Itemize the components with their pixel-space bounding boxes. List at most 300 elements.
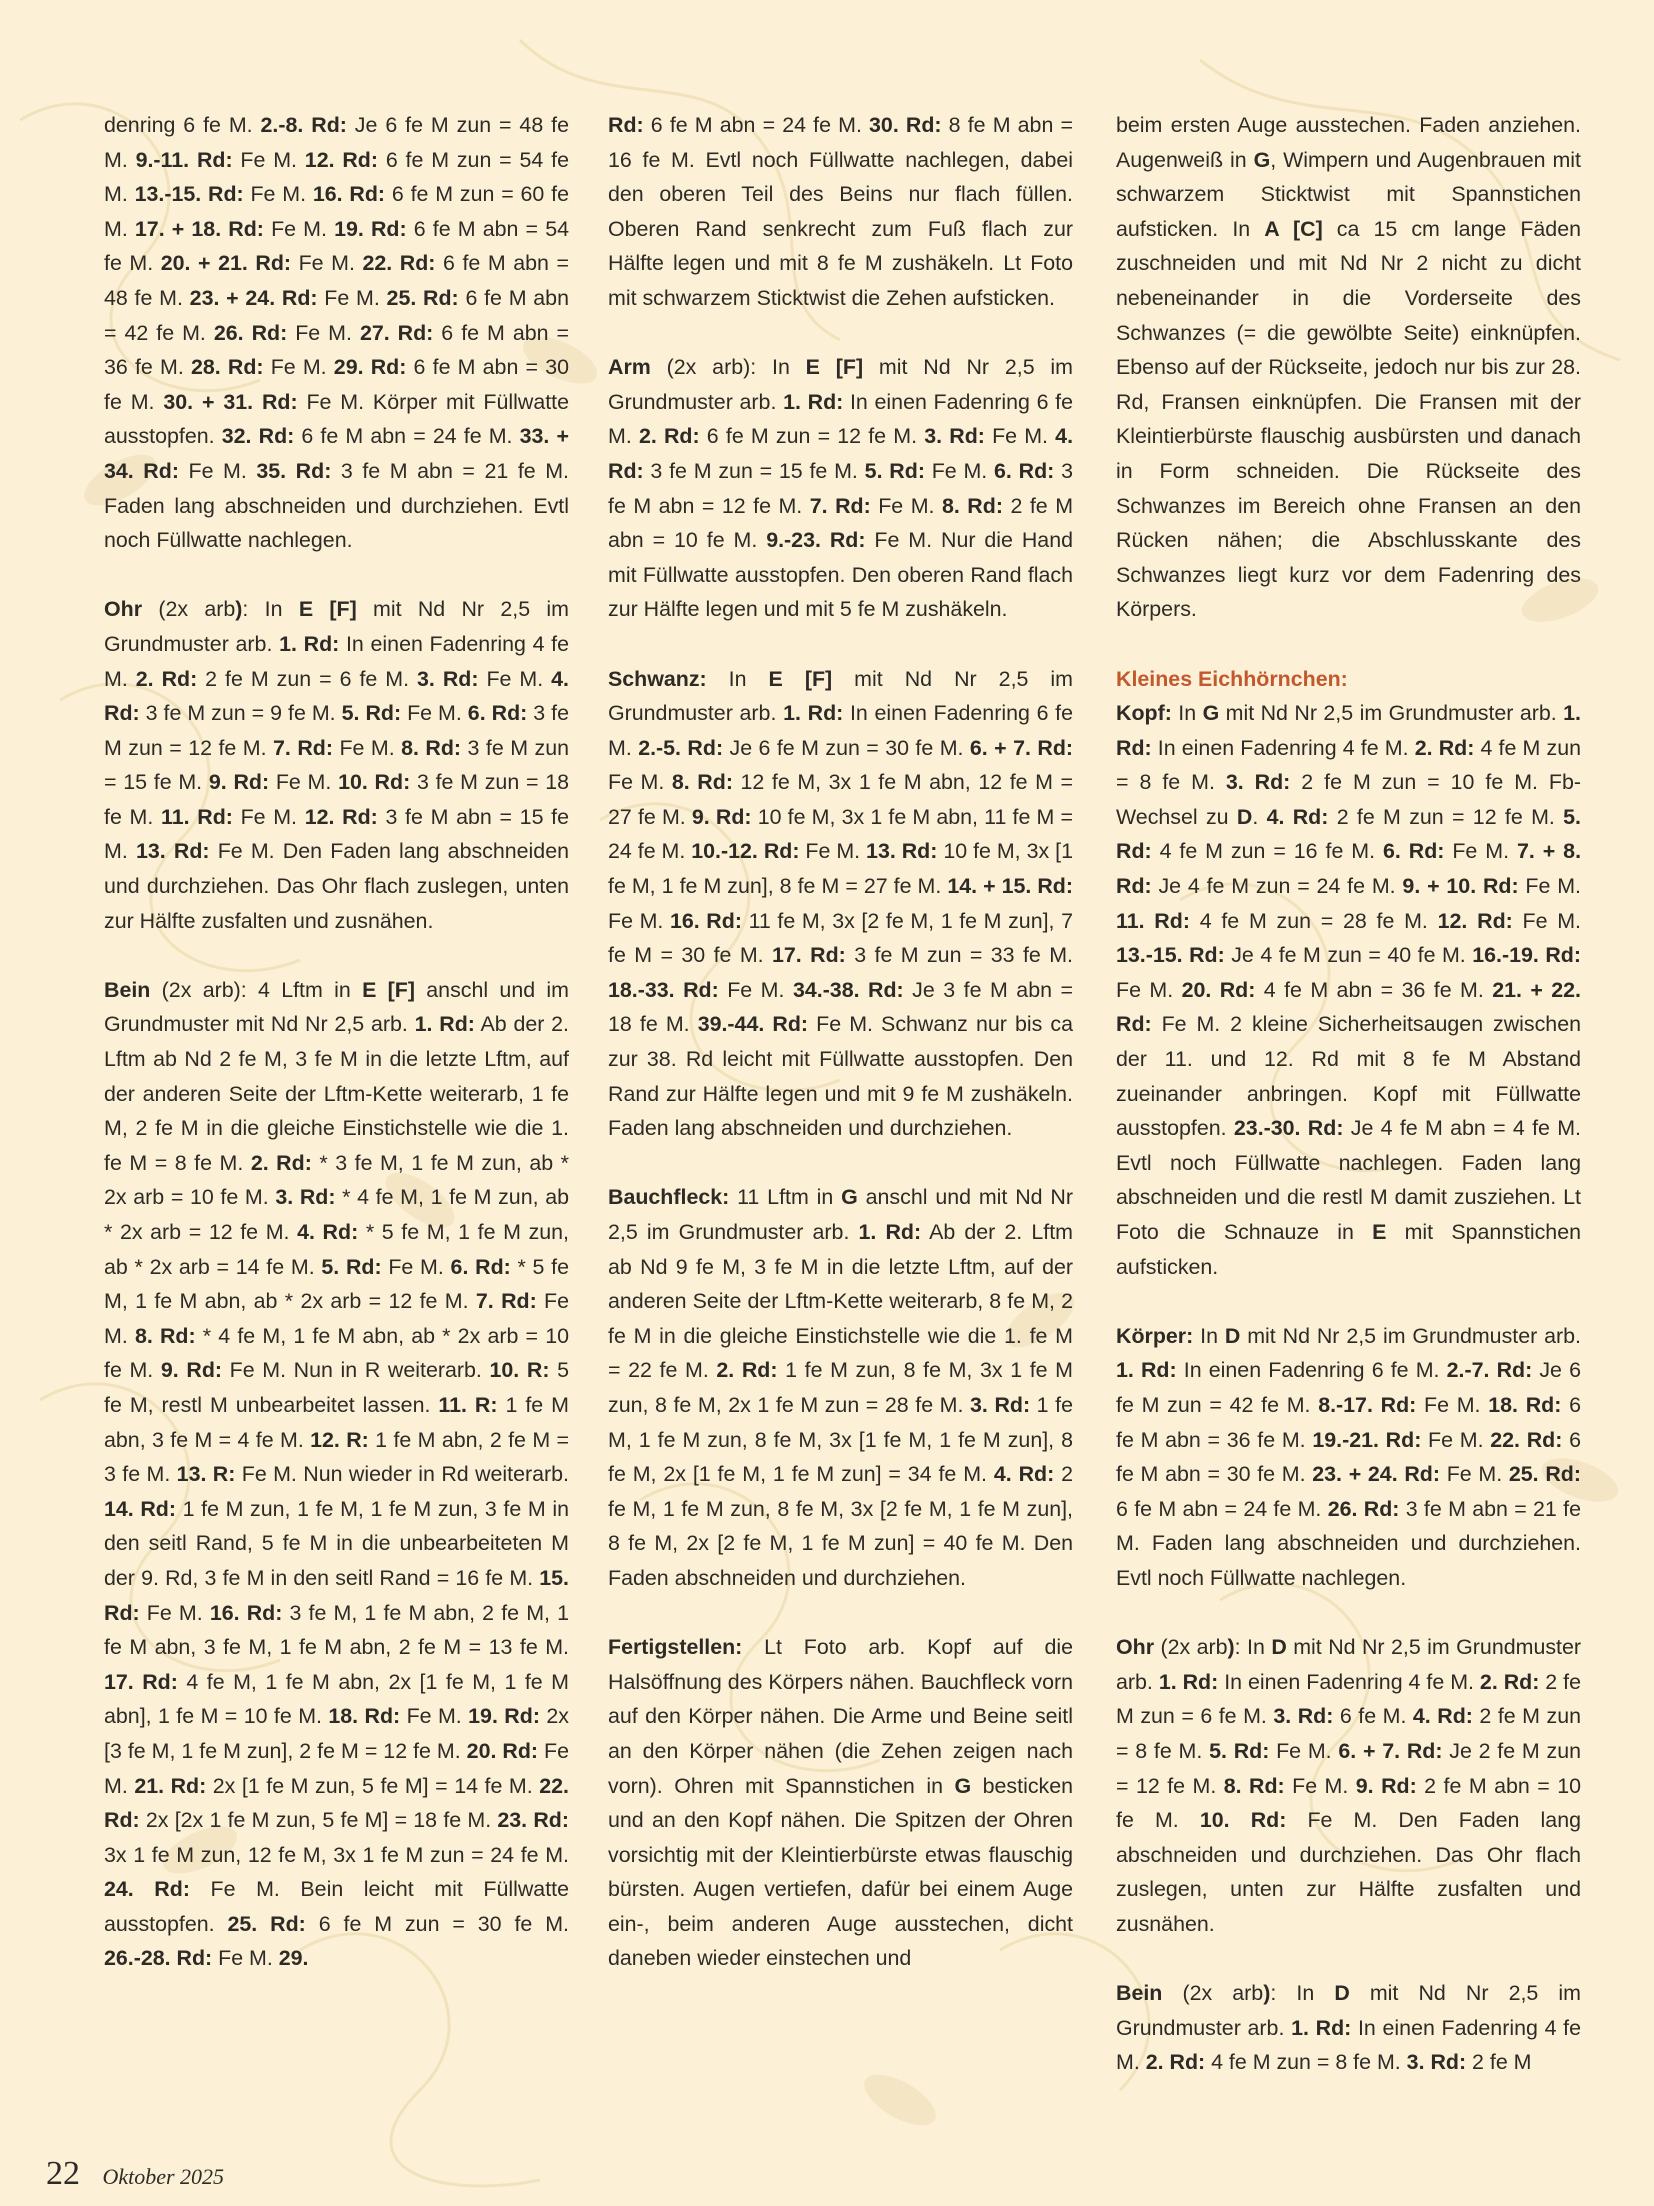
- instruction-text: Fe M.: [608, 908, 670, 933]
- instruction-text: 6 fe M abn = 54 fe M.: [104, 216, 569, 276]
- instruction-text: Fe M. Körper mit Füllwatte ausstopfen.: [104, 389, 569, 449]
- instruction-text: 2 fe M zun = 8 fe M.: [1116, 1704, 1581, 1763]
- instruction-text: 3 fe M abn = 21 fe M. Faden lang abschneiden und durchziehen. Evtl noch Füllwatte nachlegen.: [104, 458, 569, 553]
- paragraph: [608, 1180, 1073, 1595]
- instruction-text: Fe M. Nun in R weiterarb.: [222, 1358, 490, 1383]
- instruction-text: 2 fe M, 1 fe M zun, 8 fe M, 3x [2 fe M, 1 fe M zun], 8 fe M, 2x [2 fe M, 1 fe M zun] = 40 fe M. Den Faden abschneiden und durchziehen.: [608, 1462, 1073, 1590]
- instruction-label: 2. Rd:: [1414, 735, 1475, 760]
- paragraph: [1116, 1976, 1581, 2080]
- instruction-text: 3x 1 fe M zun, 12 fe M, 3x 1 fe M zun = 24 fe M.: [104, 1842, 569, 1867]
- instruction-text: mit Nd Nr 2,5 im Grundmuster arb.: [608, 666, 1073, 726]
- instruction-label: 18.-33. Rd:: [608, 977, 719, 1002]
- instruction-label: 9. Rd:: [208, 770, 270, 795]
- instruction-text: 1 fe M abn, 2 fe M = 3 fe M.: [104, 1427, 569, 1487]
- instruction-text: .: [1252, 804, 1267, 829]
- instruction-label: 18. Rd:: [328, 1704, 401, 1729]
- paragraph: [608, 662, 1073, 1146]
- instruction-text: 6 fe M abn = 42 fe M.: [104, 285, 569, 345]
- instruction-text: mit Nd Nr 2,5 im Grundmuster arb.: [1219, 701, 1564, 726]
- instruction-label: 5. Rd:: [1116, 804, 1581, 864]
- instruction-text: Fe M.: [232, 804, 305, 829]
- instruction-label: 9.-11. Rd:: [135, 147, 233, 172]
- instruction-text: 2 fe M zun = 10 fe M. Fb-Wechsel zu: [1116, 770, 1582, 829]
- instruction-text: : In: [242, 597, 299, 622]
- instruction-label: 7. + 8. Rd:: [1116, 839, 1582, 899]
- instruction-text: 3 fe M zun = 15 fe M.: [104, 735, 569, 795]
- instruction-text: * 4 fe M, 1 fe M zun, ab * 2x arb = 12 fe M.: [104, 1185, 569, 1244]
- instruction-text: In einen Fadenring 6 fe M.: [608, 701, 1074, 760]
- instruction-label: 1. Rd:: [1291, 2015, 1352, 2040]
- instruction-label: 8. Rd:: [941, 493, 1003, 518]
- instruction-text: 4 fe M zun = 28 fe M.: [1189, 908, 1438, 933]
- instruction-label: G: [1202, 701, 1220, 726]
- instruction-text: 4 fe M zun = 16 fe M.: [1151, 839, 1383, 864]
- instruction-text: Fe M. Nur die Hand mit Füllwatte ausstopfen. Den oberen Rand flach zur Hälfte legen und mit 5 fe M zushäkeln.: [608, 528, 1073, 622]
- instruction-text: 6 fe M abn = 24 fe M.: [294, 424, 520, 449]
- instruction-text: Fe M.: [924, 458, 995, 483]
- instruction-text: 8 fe M abn = 16 fe M. Evtl noch Füllwatte nachlegen, dabei den oberen Teil des Beins nur flach füllen. Oberen Rand senkrecht zum Fuß flach zur Hälfte legen und mit 8 fe M zushäkeln. Lt Foto mit schwarzem Sticktwist die Zehen aufsticken.: [608, 113, 1073, 310]
- instruction-text: In einen Fadenring 6 fe M.: [608, 389, 1074, 449]
- instruction-label: 29. Rd:: [333, 355, 407, 380]
- instruction-label: 2.-5. Rd:: [638, 735, 724, 760]
- instruction-label: 27. Rd:: [359, 320, 434, 345]
- instruction-text: 6 fe M abn = 24 fe M.: [643, 113, 870, 137]
- instruction-text: 10 fe M, 3x 1 fe M abn, 11 fe M = 24 fe M.: [608, 804, 1073, 864]
- instruction-label: 16. Rd:: [312, 182, 386, 207]
- instruction-label: 12. R:: [310, 1427, 369, 1452]
- instruction-text: Fe M.: [1444, 839, 1517, 864]
- instruction-text: Ab der 2. Lftm ab Nd 9 fe M, 3 fe M in die letzte Lftm, auf der anderen Seite der Lftm-Kette weiterarb, 8 fe M, 2 fe M in die gleiche Einstichstelle wie die 1. fe M = 22 fe M.: [608, 1220, 1073, 1383]
- instruction-text: , Wimpern und Augenbrauen mit schwarzem Sticktwist mit Spannstichen aufsticken. In: [1116, 147, 1581, 241]
- instruction-text: In: [1193, 1323, 1225, 1348]
- instruction-label: 1. Rd:: [279, 631, 340, 656]
- instruction-text: Fe M.: [984, 424, 1056, 449]
- instruction-label: 1. Rd:: [858, 1220, 922, 1244]
- instruction-text: 6 fe M abn = 36 fe M.: [1116, 1392, 1581, 1452]
- instruction-label: 24. Rd:: [104, 1877, 190, 1902]
- instruction-label: 17. Rd:: [104, 1669, 178, 1694]
- instruction-text: : In: [1270, 1981, 1335, 2006]
- instruction-label: 19.-21. Rd:: [1312, 1427, 1422, 1452]
- instruction-text: mit Nd Nr 2,5 im Grundmuster arb.: [104, 597, 569, 656]
- instruction-text: Fe M.: [291, 251, 363, 276]
- instruction-text: 2 fe M abn = 10 fe M.: [608, 493, 1074, 553]
- instruction-text: 6 fe M abn = 30 fe M.: [104, 355, 569, 414]
- instruction-label: 19. Rd:: [334, 216, 407, 241]
- instruction-label: 18. Rd:: [1488, 1392, 1562, 1417]
- instruction-label: 10. Rd:: [338, 770, 411, 795]
- instruction-label: 21. + 22. Rd:: [1116, 977, 1581, 1037]
- instruction-text: 10 fe M, 3x [1 fe M, 1 fe M zun], 8 fe M = 27 fe M.: [608, 839, 1073, 899]
- instruction-label: 35. Rd:: [256, 458, 332, 483]
- instruction-text: Ab der 2. Lftm ab Nd 2 fe M, 3 fe M in die letzte Lftm, auf der anderen Seite der Lftm-Kette weiterarb, 1 fe M, 2 fe M in die gleiche Einstichstelle wie die 1. fe M = 8 fe M.: [104, 1012, 570, 1175]
- instruction-label: 26.-28. Rd:: [104, 1946, 213, 1971]
- instruction-label: 5. Rd:: [321, 1254, 382, 1279]
- instruction-label: 4. Rd:: [608, 424, 1074, 483]
- instruction-text: Je 3 fe M abn = 18 fe M.: [608, 977, 1073, 1037]
- instruction-label: 12. Rd:: [1437, 908, 1513, 933]
- instruction-text: Fe M.: [332, 735, 402, 760]
- instruction-label: 17. + 18. Rd:: [134, 216, 264, 241]
- instruction-label: 33. + 34. Rd:: [104, 424, 570, 483]
- instruction-label: 3. Rd:: [970, 1392, 1031, 1417]
- instruction-text: Fe M. Schwanz nur bis ca zur 38. Rd leicht mit Füllwatte ausstopfen. Den Rand zur Hälfte legen und mit 9 fe M zushäkeln. Faden lang abschneiden und durchziehen.: [608, 1012, 1073, 1141]
- instruction-text: In einen Fadenring 4 fe M.: [1218, 1669, 1480, 1694]
- instruction-text: Fe M.: [243, 182, 313, 207]
- paragraph: [104, 108, 569, 558]
- instruction-text: 2 fe M abn = 10 fe M.: [1116, 1773, 1581, 1833]
- paragraph: [608, 350, 1073, 627]
- instruction-label: 2. Rd:: [135, 666, 198, 691]
- instruction-label: ): [235, 597, 243, 622]
- instruction-text: In einen Fadenring 4 fe M.: [104, 631, 570, 691]
- instruction-label: 2.-7. Rd:: [1446, 1358, 1533, 1383]
- instruction-label: 4. Rd:: [1412, 1704, 1473, 1729]
- instruction-label: 25. Rd:: [386, 285, 459, 310]
- instruction-text: 2x [2x 1 fe M zun, 5 fe M] = 18 fe M.: [139, 1808, 498, 1833]
- instruction-label: 2.-8. Rd:: [260, 113, 347, 137]
- instruction-text: 11 fe M, 3x [2 fe M, 1 fe M zun], 7 fe M = 30 fe M.: [608, 908, 1073, 968]
- instruction-label: 16. Rd:: [209, 1600, 283, 1625]
- instruction-text: 4 fe M zun = 8 fe M.: [1116, 735, 1581, 795]
- instruction-text: Fe M.: [269, 770, 339, 795]
- instruction-text: Fe M.: [317, 285, 387, 310]
- instruction-text: 1 fe M abn, 3 fe M = 4 fe M.: [104, 1392, 569, 1452]
- instruction-label: E [F]: [362, 977, 415, 1002]
- instruction-label: 13.-15. Rd:: [134, 182, 244, 207]
- instruction-label: 32. Rd:: [221, 424, 295, 449]
- instruction-label: 22. Rd:: [1490, 1427, 1563, 1452]
- instruction-text: Fe M.: [381, 1254, 451, 1279]
- instruction-text: 6 fe M abn = 48 fe M.: [104, 251, 569, 310]
- instruction-label: Ohr: [104, 597, 143, 622]
- instruction-label: 2. Rd:: [250, 1150, 312, 1175]
- instruction-label: 13.-15. Rd:: [1116, 943, 1225, 968]
- instruction-text: Fe M. Bein leicht mit Füllwatte ausstopfen.: [104, 1877, 569, 1936]
- column-3: [1116, 108, 1581, 2080]
- instruction-label: 3. Rd:: [1406, 2050, 1467, 2075]
- instruction-label: 9. + 10. Rd:: [1402, 874, 1519, 899]
- instruction-text: 3 fe M zun = 9 fe M.: [139, 701, 342, 726]
- instruction-text: Fe M.: [212, 1946, 279, 1971]
- instruction-label: 23. + 24. Rd:: [189, 285, 318, 310]
- instruction-label: G: [1253, 147, 1271, 172]
- instruction-label: 3. Rd:: [1225, 770, 1291, 795]
- instruction-text: In einen Fadenring 4 fe M.: [1116, 2015, 1582, 2075]
- instruction-label: 2. Rd:: [638, 424, 700, 449]
- instruction-label: 29.: [278, 1946, 309, 1971]
- instruction-text: Je 4 fe M zun = 24 fe M.: [1151, 874, 1403, 899]
- instruction-text: 1 fe M zun, 1 fe M, 1 fe M zun, 3 fe M in den seitl Rand, 5 fe M in die unbearbeiteten M der 9. Rd, 3 fe M in den seitl Rand = 16 fe M.: [104, 1496, 569, 1590]
- instruction-label: 5. Rd:: [341, 701, 402, 726]
- instruction-text: In: [1171, 701, 1203, 726]
- instruction-text: * 5 fe M, 1 fe M abn, ab * 2x arb = 12 fe M.: [104, 1254, 570, 1314]
- instruction-text: Je 2 fe M zun = 12 fe M.: [1116, 1738, 1581, 1798]
- instruction-text: (2x arb: [1162, 1981, 1264, 2006]
- instruction-label: A [C]: [1264, 216, 1323, 241]
- instruction-text: 4 fe M zun = 8 fe M.: [1205, 2050, 1407, 2075]
- instruction-text: Fe M.: [718, 977, 793, 1002]
- instruction-label: 7. Rd:: [475, 1289, 537, 1314]
- instruction-text: 3 fe M abn = 15 fe M.: [104, 804, 569, 864]
- instruction-text: 6 fe M zun = 60 fe M.: [104, 182, 569, 241]
- instruction-text: 6 fe M zun = 30 fe M.: [305, 1911, 569, 1936]
- instruction-text: Fe M.: [401, 701, 468, 726]
- instruction-label: 20. Rd:: [466, 1738, 539, 1763]
- instruction-label: 3. Rd:: [924, 424, 985, 449]
- instruction-label: G: [841, 1185, 858, 1210]
- instruction-label: 3. Rd:: [1273, 1704, 1334, 1729]
- instruction-label: 8. Rd:: [671, 770, 733, 795]
- paragraph: [1116, 1319, 1581, 1596]
- instruction-label: 8. Rd:: [401, 735, 462, 760]
- instruction-label: 10. Rd:: [1199, 1808, 1287, 1833]
- instruction-label: 10. R:: [489, 1358, 550, 1383]
- instruction-text: Fe M.: [1518, 874, 1581, 899]
- instruction-label: 15. Rd:: [104, 1565, 569, 1625]
- instruction-label: 26. Rd:: [213, 320, 288, 345]
- instruction-label: 10.-12. Rd:: [691, 839, 800, 864]
- instruction-text: 1 fe M, 1 fe M zun, 8 fe M, 3x [1 fe M, 1 fe M zun], 8 fe M, 2x [1 fe M, 1 fe M zun] = 34 fe M.: [608, 1392, 1073, 1487]
- instruction-text: 3 fe M abn = 12 fe M.: [608, 458, 1073, 518]
- instruction-label: 30. Rd:: [869, 113, 942, 137]
- instruction-label: 1. Rd:: [1116, 701, 1581, 760]
- paragraph: [608, 108, 1073, 316]
- instruction-text: In einen Fadenring 4 fe M.: [1151, 735, 1415, 760]
- instruction-text: 11 Lftm in: [729, 1185, 842, 1210]
- instruction-label: 14. Rd:: [104, 1496, 176, 1521]
- instruction-text: Fe M.: [1284, 1773, 1356, 1798]
- instruction-text: ca 15 cm lange Fäden zuschneiden und mit Nd Nr 2 nicht zu dicht nebeneinander in die Vorderseite des Schwanzes (= die gewölbte Seite) einknüpfen. Ebenso auf der Rückseite, jedoch nur bis zur 28. Rd, Fransen einknüpfen. Die Fransen mit der Kleintierbürste flauschig ausbürsten und danach in Form schneiden. Die Rückseite des Schwanzes im Bereich ohne Fransen an den Rücken nähen; die Abschlusskante des Schwanzes liegt kurz vor dem Fadenring des Körpers.: [1116, 216, 1582, 622]
- instruction-label: 3. Rd:: [275, 1185, 336, 1210]
- instruction-label: 6. Rd:: [450, 1254, 511, 1279]
- instruction-text: Fe M. Den Faden lang abschneiden und durchziehen. Das Ohr flach zuslegen, unten zur Hälfte zusfalten und zusnähen.: [1116, 1808, 1581, 1936]
- instruction-text: 3 fe M, 1 fe M abn, 2 fe M, 1 fe M abn, 3 fe M, 1 fe M abn, 2 fe M = 13 fe M.: [104, 1600, 570, 1660]
- instruction-label: 1. Rd:: [783, 701, 844, 726]
- instruction-label: 17. Rd:: [772, 943, 846, 968]
- instruction-label: 2. Rd:: [716, 1358, 778, 1383]
- instruction-label: E [F]: [805, 355, 864, 380]
- instruction-text: Fe M. Den Faden lang abschneiden und durchziehen. Das Ohr flach zuslegen, unten zur Hälfte zusfalten und zusnähen.: [104, 839, 569, 933]
- instruction-label: E [F]: [298, 597, 357, 622]
- instruction-label: 1. Rd:: [1116, 1358, 1177, 1383]
- instruction-text: Fe M.: [870, 493, 942, 518]
- instruction-label: 23. Rd:: [497, 1808, 569, 1833]
- instruction-text: mit Nd Nr 2,5 im Grundmuster arb.: [1240, 1323, 1581, 1348]
- instruction-label: 4. Rd:: [1266, 804, 1329, 829]
- instruction-label: Körper:: [1116, 1323, 1194, 1348]
- instruction-label: 5. Rd:: [1209, 1738, 1270, 1763]
- instruction-label: 34.-38. Rd:: [792, 977, 904, 1002]
- instruction-label: 3. Rd:: [417, 666, 479, 691]
- instruction-text: Fe M.: [178, 458, 257, 483]
- instruction-text: 2x [3 fe M, 1 fe M zun], 2 fe M = 12 fe M.: [104, 1704, 569, 1763]
- paragraph: [1116, 662, 1581, 1285]
- instruction-label: 25. Rd:: [1508, 1462, 1581, 1487]
- instruction-label: 6. + 7. Rd:: [969, 735, 1074, 760]
- instruction-text: mit Nd Nr 2,5 im Grundmuster arb.: [1116, 1635, 1581, 1694]
- paragraph: [1116, 1630, 1581, 1941]
- instruction-label: 1. Rd:: [1158, 1669, 1219, 1694]
- instruction-text: (2x arb: [1154, 1635, 1228, 1660]
- instruction-text: * 3 fe M, 1 fe M zun, ab * 2x arb = 10 fe M.: [104, 1150, 570, 1210]
- instruction-text: Fe M.: [263, 355, 334, 380]
- paragraph: [104, 592, 569, 938]
- instruction-label: 9. Rd:: [1355, 1773, 1417, 1798]
- instruction-text: Fe M. Nun wieder in Rd weiterarb.: [235, 1462, 569, 1487]
- instruction-text: 6 fe M zun = 12 fe M.: [699, 424, 925, 449]
- instruction-label: ): [1263, 1981, 1271, 2006]
- column-2: [608, 108, 1073, 1976]
- instruction-text: anschl und mit Nd Nr 2,5 im Grundmuster arb.: [608, 1185, 1073, 1244]
- instruction-text: 2x [1 fe M zun, 5 fe M] = 14 fe M.: [206, 1773, 540, 1798]
- instruction-label: 25. Rd:: [227, 1911, 306, 1936]
- instruction-text: anschl und im Grundmuster mit Nd Nr 2,5 arb.: [104, 977, 569, 1037]
- instruction-text: Fe M.: [104, 1738, 569, 1798]
- instruction-text: Fe M.: [287, 320, 360, 345]
- instruction-text: Fe M.: [1421, 1427, 1491, 1452]
- instruction-text: 2 fe M zun = 6 fe M.: [1116, 1669, 1581, 1729]
- instruction-text: 4 fe M, 1 fe M abn, 2x [1 fe M, 1 fe M abn], 1 fe M = 10 fe M.: [104, 1669, 569, 1729]
- instruction-text: denring 6 fe M.: [104, 113, 261, 137]
- paragraph: [1116, 108, 1581, 627]
- instruction-text: Fe M.: [1116, 977, 1182, 1002]
- section-heading: Kleines Eichhörnchen:: [1116, 666, 1348, 691]
- instruction-text: 3 fe M zun = 12 fe M.: [104, 701, 570, 760]
- instruction-label: 11. R:: [438, 1392, 498, 1417]
- instruction-text: Fe M.: [1440, 1462, 1509, 1487]
- instruction-text: 6 fe M abn = 30 fe M.: [1116, 1427, 1581, 1487]
- instruction-label: 13. Rd:: [135, 839, 210, 864]
- instruction-text: 2 fe M: [1466, 2050, 1532, 2075]
- instruction-label: Ohr: [1116, 1635, 1155, 1660]
- instruction-label: 2. Rd:: [1479, 1669, 1540, 1694]
- instruction-label: Rd:: [608, 113, 644, 137]
- instruction-label: 1. Rd:: [414, 1012, 475, 1037]
- instruction-label: 23.-30. Rd:: [1233, 1116, 1344, 1141]
- instruction-text: 1 fe M zun, 8 fe M, 3x 1 fe M zun, 8 fe M, 2x 1 fe M zun = 28 fe M.: [608, 1358, 1073, 1417]
- instruction-label: 12. Rd:: [304, 147, 378, 172]
- instruction-text: (2x arb: [142, 597, 236, 622]
- instruction-text: 3 fe M zun = 15 fe M.: [643, 458, 865, 483]
- instruction-text: In einen Fadenring 6 fe M.: [1176, 1358, 1447, 1383]
- instruction-text: 5 fe M, restl M unbearbeitet lassen.: [104, 1358, 569, 1417]
- instruction-label: 39.-44. Rd:: [697, 1012, 809, 1037]
- instruction-text: 6 fe M abn = 36 fe M.: [104, 320, 569, 380]
- instruction-text: Fe M.: [1512, 908, 1581, 933]
- instruction-label: D: [1334, 1981, 1350, 2006]
- instruction-label: E [F]: [768, 666, 833, 691]
- instruction-label: 8. Rd:: [134, 1323, 196, 1348]
- column-1: [104, 108, 569, 1976]
- instruction-label: 6. + 7. Rd:: [1338, 1738, 1443, 1763]
- instruction-text: 2 fe M zun = 6 fe M.: [197, 666, 418, 691]
- page-footer: [46, 2155, 224, 2193]
- instruction-text: Je 6 fe M zun = 48 fe M.: [104, 113, 569, 172]
- instruction-text: Je 6 fe M zun = 30 fe M.: [723, 735, 970, 760]
- instruction-text: 4 fe M abn = 36 fe M.: [1255, 977, 1493, 1002]
- instruction-text: 6 fe M zun = 54 fe M.: [104, 147, 569, 207]
- instruction-text: 12 fe M, 3x 1 fe M abn, 12 fe M = 27 fe M.: [608, 770, 1073, 829]
- instruction-text: Fe M.: [1269, 1738, 1339, 1763]
- instruction-label: 6. Rd:: [1383, 839, 1445, 864]
- instruction-label: 16. Rd:: [669, 908, 742, 933]
- instruction-text: Fe M.: [608, 770, 672, 795]
- instruction-label: 4. Rd:: [993, 1462, 1055, 1487]
- instruction-text: Fe M.: [232, 147, 305, 172]
- instruction-label: 19. Rd:: [468, 1704, 540, 1729]
- instruction-label: Schwanz:: [608, 666, 707, 691]
- instruction-text: (2x arb): In: [650, 355, 806, 380]
- instruction-text: Fe M.: [139, 1600, 210, 1625]
- instruction-label: Fertigstellen:: [608, 1635, 743, 1660]
- instruction-label: Bauchfleck:: [608, 1185, 730, 1210]
- instruction-label: ): [1227, 1635, 1235, 1660]
- instruction-text: 2 fe M zun = 12 fe M.: [1328, 804, 1564, 829]
- instruction-text: Fe M.: [400, 1704, 469, 1729]
- instruction-label: 7. Rd:: [809, 493, 871, 518]
- instruction-label: 20. Rd:: [1181, 977, 1256, 1002]
- instruction-label: 20. + 21. Rd:: [160, 251, 292, 276]
- instruction-label: 21. Rd:: [134, 1773, 207, 1798]
- instruction-label: 8.-17. Rd:: [1318, 1392, 1417, 1417]
- instruction-label: 6. Rd:: [467, 701, 528, 726]
- instruction-text: 6 fe M.: [1333, 1704, 1413, 1729]
- instruction-text: Je 6 fe M zun = 42 fe M.: [1116, 1358, 1581, 1417]
- instruction-text: 3 fe M zun = 33 fe M.: [845, 943, 1073, 968]
- issue-date: Oktober 2025: [102, 2164, 225, 2189]
- instruction-label: Kopf:: [1116, 701, 1172, 726]
- instruction-text: mit Nd Nr 2,5 im Grundmuster arb.: [1116, 1981, 1581, 2040]
- instruction-label: 6. Rd:: [994, 458, 1055, 483]
- instruction-text: Fe M.: [104, 1289, 570, 1348]
- instruction-label: 5. Rd:: [864, 458, 925, 483]
- instruction-label: G: [954, 1773, 972, 1798]
- instruction-label: Bein: [1116, 1981, 1163, 2006]
- instruction-label: 1. Rd:: [783, 389, 844, 414]
- instruction-label: D: [1271, 1635, 1287, 1660]
- paragraph: [608, 1630, 1073, 1976]
- instruction-label: 28. Rd:: [190, 355, 264, 380]
- instruction-label: 13. R:: [176, 1462, 236, 1487]
- instruction-text: * 4 fe M, 1 fe M abn, ab * 2x arb = 10 fe M.: [104, 1323, 569, 1383]
- instruction-text: Fe M.: [1416, 1392, 1489, 1417]
- instruction-text: Fe M. 2 kleine Sicherheitsaugen zwischen der 11. und 12. Rd mit 8 fe M Abstand zueinander anbringen. Kopf mit Füllwatte ausstopfen.: [1116, 1012, 1581, 1141]
- instruction-text: Lt Foto arb. Kopf auf die Halsöffnung des Körpers nähen. Bauchfleck vorn auf den Körper nähen. Die Arme und Beine seitl an den Körper nähen (die Zehen zeigen nach vorn). Ohren mit Spannstichen in: [608, 1635, 1073, 1798]
- instruction-label: 9. Rd:: [160, 1358, 223, 1383]
- instruction-label: 23. + 24. Rd:: [1312, 1462, 1441, 1487]
- instruction-label: 7. Rd:: [273, 735, 333, 760]
- instruction-label: 16.-19. Rd:: [1472, 943, 1581, 968]
- instruction-text: Fe M.: [478, 666, 552, 691]
- instruction-label: 4. Rd:: [297, 1220, 359, 1244]
- instruction-label: 12. Rd:: [304, 804, 378, 829]
- instruction-text: * 5 fe M, 1 fe M zun, ab * 2x arb = 14 fe M.: [104, 1220, 570, 1279]
- instruction-text: Je 4 fe M zun = 40 fe M.: [1224, 943, 1473, 968]
- instruction-label: D: [1236, 804, 1253, 829]
- instruction-label: 8. Rd:: [1223, 1773, 1285, 1798]
- instruction-label: 13. Rd:: [866, 839, 938, 864]
- instruction-text: Fe M.: [799, 839, 867, 864]
- instruction-text: beim ersten Auge ausstechen. Faden anziehen. Augenweiß in: [1116, 113, 1581, 172]
- instruction-text: 3 fe M zun = 18 fe M.: [104, 770, 569, 829]
- instruction-label: 14. + 15. Rd:: [947, 874, 1073, 899]
- instruction-text: Fe M.: [263, 216, 335, 241]
- instruction-label: E: [1372, 1220, 1387, 1244]
- instruction-label: 2. Rd:: [1145, 2050, 1206, 2075]
- instruction-label: 9.-23. Rd:: [766, 528, 866, 553]
- instruction-text: 6 fe M abn = 24 fe M.: [1116, 1496, 1328, 1521]
